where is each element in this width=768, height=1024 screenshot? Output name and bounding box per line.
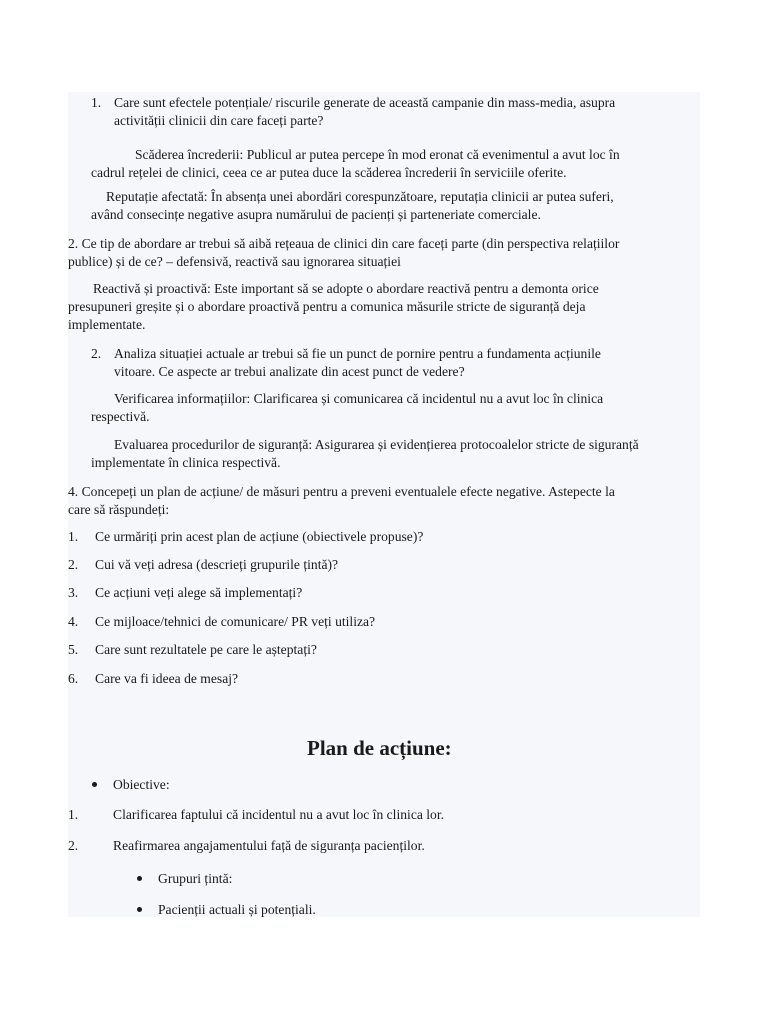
objectives-bullet <box>92 782 97 787</box>
groups-label: Grupuri țintă: <box>158 871 233 886</box>
answer-2-line-3: implementate. <box>68 317 146 332</box>
answer-1-paragraph-1-line-1: Scăderea încrederii: Publicul ar putea percepe în mod eronat că evenimentul a avut loc în <box>135 147 620 162</box>
question-1-number: 1. <box>91 95 102 110</box>
question-4-line-2: care să răspundeți: <box>68 502 170 517</box>
sub-question-2-number: 2. <box>68 557 79 572</box>
objectives-label: Obiective: <box>113 777 170 792</box>
group-1-bullet <box>137 907 142 912</box>
sub-question-2-text: Cui vă veți adresa (descrieți grupurile țintă)? <box>95 557 339 572</box>
answer-3-paragraph-2-line-1: Evaluarea procedurilor de siguranță: Asigurarea și evidențierea protocoalelor stricte de siguranță <box>114 437 639 452</box>
question-3-line-2: vitoare. Ce aspecte ar trebui analizate din acest punct de vedere? <box>114 364 465 379</box>
sub-question-6-number: 6. <box>68 671 79 686</box>
answer-3-paragraph-2-line-2: implementate în clinica respectivă. <box>91 455 281 470</box>
answer-3-paragraph-1-line-1: Verificarea informațiilor: Clarificarea și comunicarea că incidentul nu a avut loc în clinica <box>114 391 604 406</box>
groups-bullet <box>137 876 142 881</box>
answer-3-paragraph-1-line-2: respectivă. <box>91 409 150 424</box>
sub-question-5-number: 5. <box>68 642 79 657</box>
question-3-number: 2. <box>91 346 102 361</box>
objective-1-text: Clarificarea faptului că incidentul nu a avut loc în clinica lor. <box>113 807 445 822</box>
sub-question-1-text: Ce urmăriți prin acest plan de acțiune (obiectivele propuse)? <box>95 529 424 544</box>
question-2-line-2: publice) și de ce? – defensivă, reactivă sau ignorarea situației <box>68 254 401 269</box>
answer-1-paragraph-2-line-1: Reputație afectată: În absența unei abordări corespunzătoare, reputația clinicii ar putea suferi, <box>106 189 614 204</box>
sub-question-5-text: Care sunt rezultatele pe care le așteptați? <box>95 642 317 657</box>
sub-question-6-text: Care va fi ideea de mesaj? <box>95 671 239 686</box>
objective-1-number: 1. <box>68 807 79 822</box>
group-1-text: Pacienții actuali și potențiali. <box>158 902 316 917</box>
objective-2-text: Reafirmarea angajamentului față de siguranța pacienților. <box>113 838 425 853</box>
sub-question-4-number: 4. <box>68 614 79 629</box>
answer-2-line-1: Reactivă și proactivă: Este important să se adopte o abordare reactivă pentru a demonta orice <box>93 281 599 296</box>
answer-2-line-2: presupuneri greșite și o abordare proactivă pentru a comunica măsurile stricte de siguranță deja <box>68 299 586 314</box>
sub-question-3-text: Ce acțiuni veți alege să implementați? <box>95 585 303 600</box>
answer-1-paragraph-1-line-2: cadrul rețelei de clinici, ceea ce ar putea duce la scăderea încrederii în serviciile oferite. <box>91 165 567 180</box>
objective-2-number: 2. <box>68 838 79 853</box>
question-1-line-2: activității clinicii din care faceți parte? <box>114 113 324 128</box>
sub-question-1-number: 1. <box>68 529 79 544</box>
sub-question-3-number: 3. <box>68 585 79 600</box>
question-3-line-1: Analiza situației actuale ar trebui să fie un punct de pornire pentru a fundamenta acțiunile <box>114 346 601 361</box>
answer-1-paragraph-2-line-2: având consecințe negative asupra numărului de pacienți și parteneriate comerciale. <box>91 207 541 222</box>
question-2-line-1: 2. Ce tip de abordare ar trebui să aibă rețeaua de clinici din care faceți parte (din perspectiva relațiilor <box>68 236 620 251</box>
plan-heading: Plan de acțiune: <box>307 736 452 760</box>
sub-question-4-text: Ce mijloace/tehnici de comunicare/ PR veți utiliza? <box>95 614 376 629</box>
question-1-line-1: Care sunt efectele potențiale/ riscurile generate de această campanie din mass-media, asupra <box>114 95 616 110</box>
question-4-line-1: 4. Concepeți un plan de acțiune/ de măsuri pentru a preveni eventualele efecte negative. Astepecte la <box>68 484 615 499</box>
